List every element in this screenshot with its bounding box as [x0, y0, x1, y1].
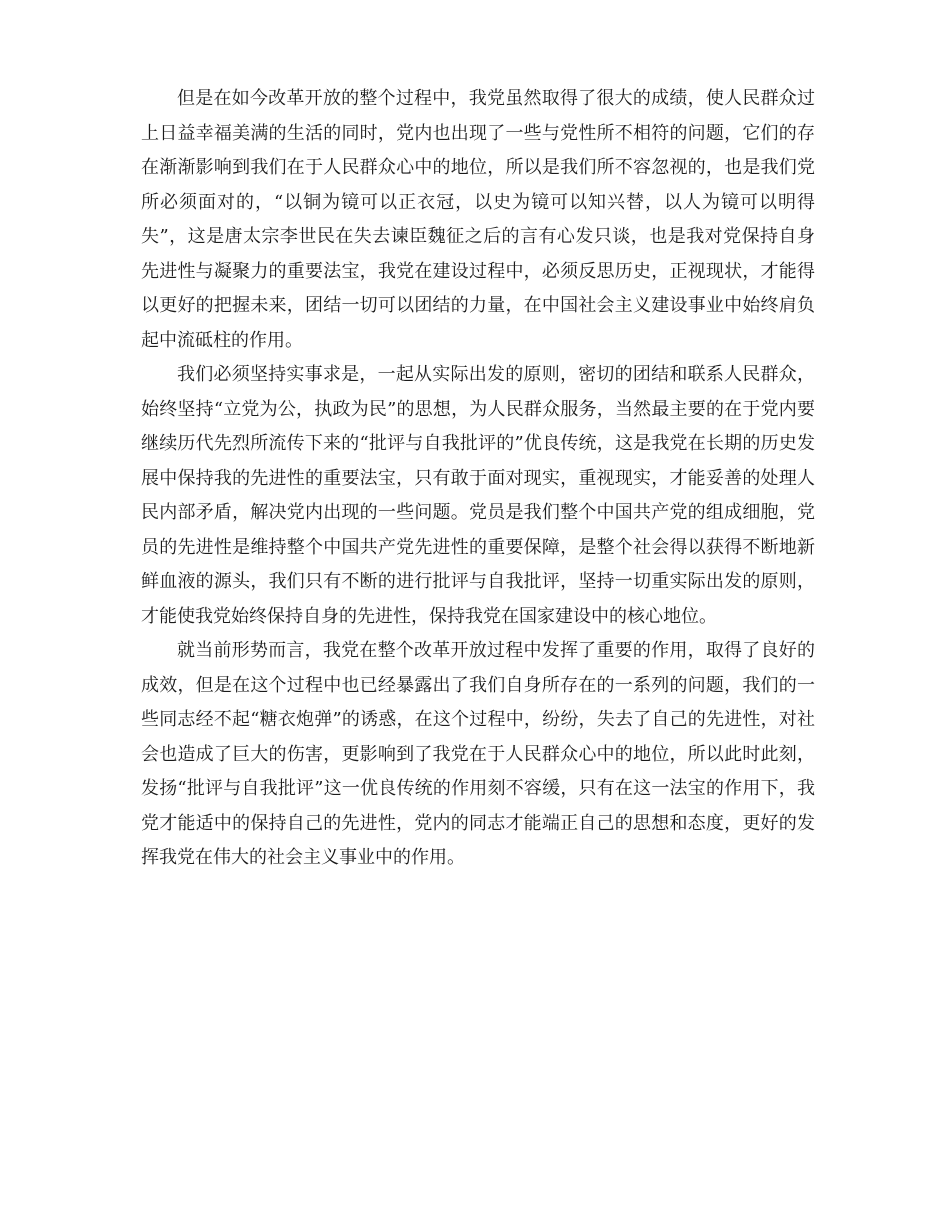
document-body [141, 82, 815, 876]
paragraph-1: 但是在如今改革开放的整个过程中，我党虽然取得了很大的成绩，使人民群众过上日益幸福美满的生活的同时，党内也出现了一些与党性所不相符的问题，它们的存在渐渐影响到我们在于人民群众心中的地位，所以是我们所不容忽视的，也是我们党所必须面对的，“以铜为镜可以正衣冠，以史为镜可以知兴替，以人为镜可以明得失”，这是唐太宗李世民在失去谏臣魏征之后的言有心发只谈，也是我对党保持自身先进性与凝聚力的重要法宝，我党在建设过程中，必须反思历史，正视现状，才能得以更好的把握未来，团结一切可以团结的力量，在中国社会主义建设事业中始终肩负起中流砥柱的作用。 [141, 88, 815, 351]
paragraph-2: 我们必须坚持实事求是，一起从实际出发的原则，密切的团结和联系人民群众，始终坚持“立党为公，执政为民”的思想，为人民群众服务，当然最主要的在于党内要继续历代先烈所流传下来的“批评与自我批评的”优良传统，这是我党在长期的历史发展中保持我的先进性的重要法宝，只有敢于面对现实，重视现实，才能妥善的处理人民内部矛盾，解决党内出现的一些问题。党员是我们整个中国共产党的组成细胞，党员的先进性是维持整个中国共产党先进性的重要保障，是整个社会得以获得不断地新鲜血液的源头，我们只有不断的进行批评与自我批评，坚持一切重实际出发的原则，才能使我党始终保持自身的先进性，保持我党在国家建设中的核心地位。 [141, 364, 815, 627]
paragraph-3: 就当前形势而言，我党在整个改革开放过程中发挥了重要的作用，取得了良好的成效，但是在这个过程中也已经暴露出了我们自身所存在的一系列的问题，我们的一些同志经不起“糖衣炮弹”的诱惑，在这个过程中，纷纷，失去了自己的先进性，对社会也造成了巨大的伤害，更影响到了我党在于人民群众心中的地位，所以此时此刻，发扬“批评与自我批评”这一优良传统的作用刻不容缓，只有在这一法宝的作用下，我党才能适中的保持自己的先进性，党内的同志才能端正自己的思想和态度，更好的发挥我党在伟大的社会主义事业中的作用。 [141, 640, 815, 868]
